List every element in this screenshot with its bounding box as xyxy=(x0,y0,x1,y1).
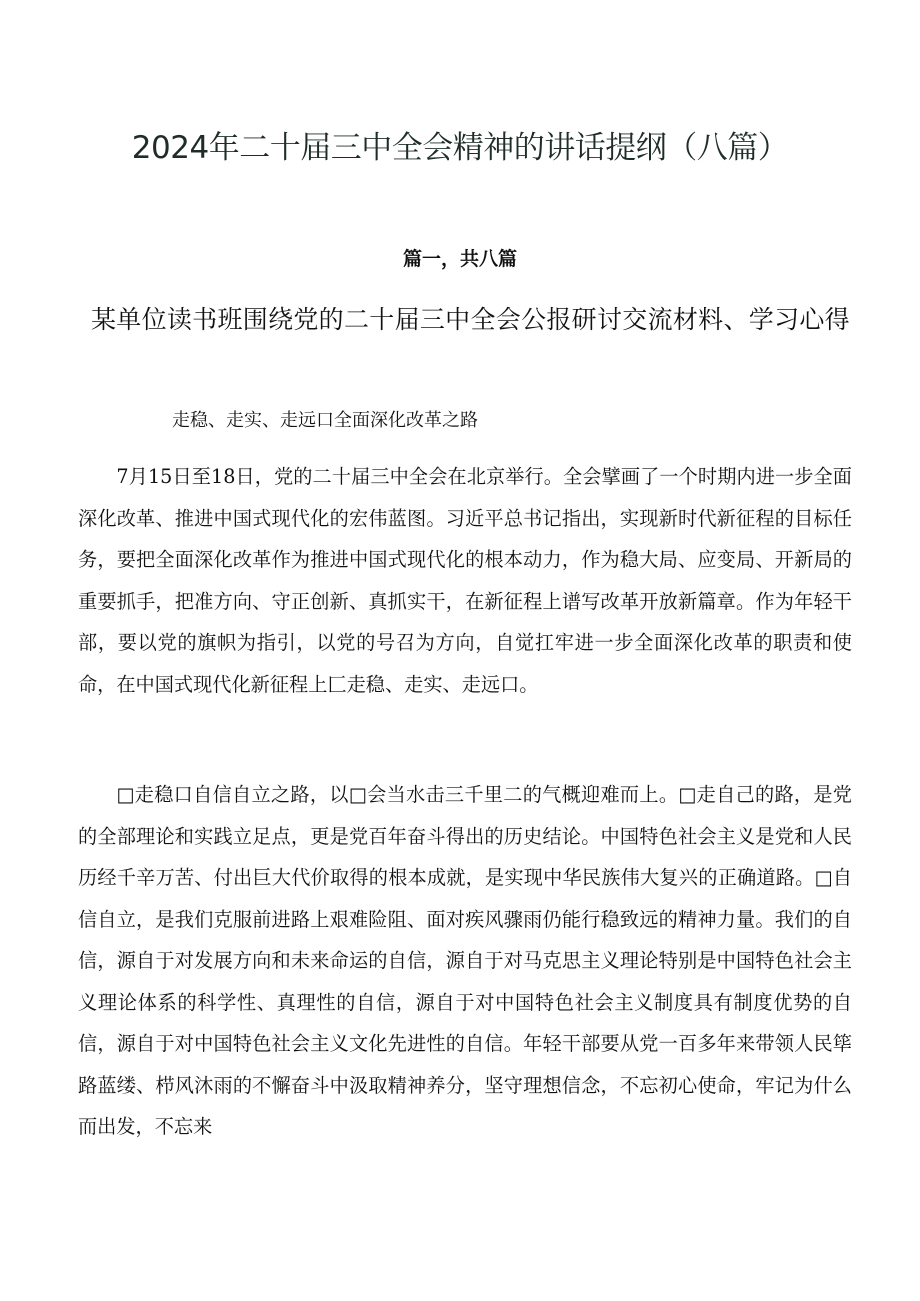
body-paragraph: 7月15日至18日，党的二十届三中全会在北京举行。全会擘画了一个时期内进一步全面深化改革、推进中国式现代化的宏伟蓝图。习近平总书记指出，实现新时代新征程的目标任务，要把全面深化改革作为推进中国式现代化的根本动力，作为稳大局、应变局、开新局的重要抓手，把准方向、守正创新、真抓实干，在新征程上谱写改革开放新篇章。作为年轻干部，要以党的旗帜为指引，以党的号召为方向，自觉扛牢进一步全面深化改革的职责和使命，在中国式现代化新征程上匚走稳、走实、走远口。 xyxy=(78,465,852,696)
section-heading: 走稳、走实、走远口全面深化改革之路 xyxy=(172,410,478,431)
document-title: 2024年二十届三中全会精神的讲话提纲（八篇） xyxy=(131,130,789,166)
body-paragraph: □走稳口自信自立之路，以□会当水击三千里二的气概迎难而上。□走自己的路，是党的全部理论和实践立足点，更是党百年奋斗得出的历史结论。中国特色社会主义是党和人民历经千辛万苦、付出巨大代价取得的根本成就，是实现中华民族伟大复兴的正确道路。□自信自立，是我们克服前进路上艰难险阻、面对疾风骤雨仍能行稳致远的精神力量。我们的自信，源自于对发展方向和未来命运的自信，源自于对马克思主义理论特别是中国特色社会主义理论体系的科学性、真理性的自信，源自于对中国特色社会主义制度具有制度优势的自信，源自于对中国特色社会主义文化先进性的自信。年轻干部要从党一百多年来带领人民筚路蓝缕、栉风沐雨的不懈奋斗中汲取精神养分，坚守理想信念，不忘初心使命，牢记为什么而出发，不忘来 xyxy=(78,783,852,1138)
part-label: 篇一，共八篇 xyxy=(402,248,517,270)
article-subtitle: 某单位读书班围绕党的二十届三中全会公报研讨交流材料、学习心得 xyxy=(90,305,850,334)
